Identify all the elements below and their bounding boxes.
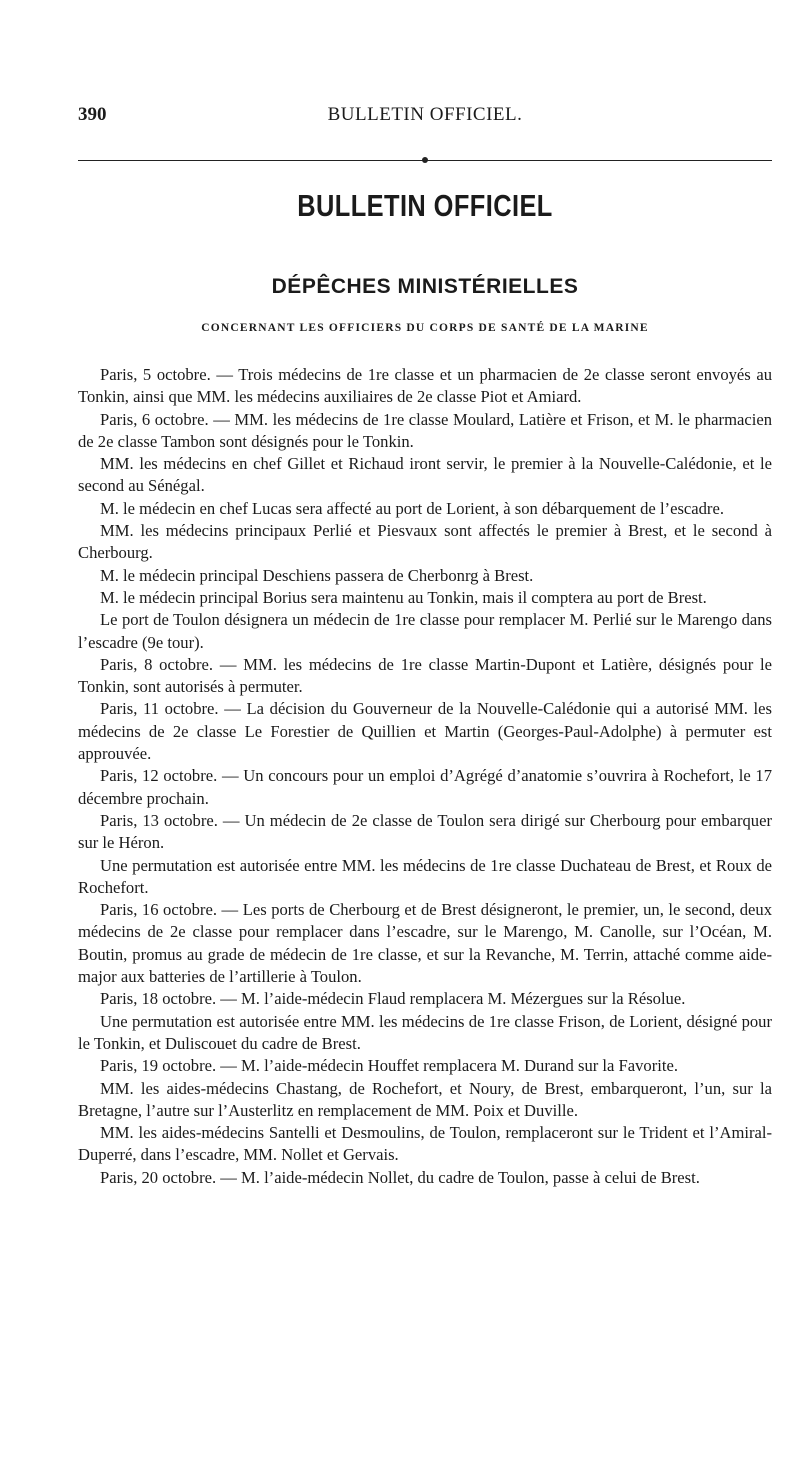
running-header bbox=[78, 104, 772, 128]
paragraph: Paris, 16 octobre. — Les ports de Cherbourg et de Brest désigneront, le premier, un, le second, deux médecins de 2e classe pour remplacer dans l’escadre, sur le Marengo, M. Canolle, sur l’Océan, M. Boutin, promus au grade de médecin de 1re classe, et sur la Revanche, M. Terrin, attaché comme aide-major aux batteries de l’artillerie à Toulon. bbox=[78, 900, 772, 987]
paragraph: MM. les aides-médecins Chastang, de Rochefort, et Noury, de Brest, embarqueront, l’un, sur la Bretagne, l’autre sur l’Austerlitz en remplacement de MM. Poix et Duville. bbox=[78, 1078, 772, 1120]
paragraph: MM. les médecins en chef Gillet et Richaud iront servir, le premier à la Nouvelle-Calédonie, et le second au Sénégal. bbox=[78, 454, 772, 496]
paragraph: Le port de Toulon désignera un médecin de 1re classe pour remplacer M. Perlié sur le Marengo dans l’escadre (9e tour). bbox=[78, 610, 772, 652]
paragraph: Paris, 8 octobre. — MM. les médecins de 1re classe Martin-Dupont et Latière, désignés pour le Tonkin, sont autorisés à permuter. bbox=[78, 654, 772, 697]
section-title: DÉPÊCHES MINISTÉRIELLES bbox=[271, 275, 579, 298]
paragraph: Une permutation est autorisée entre MM. les médecins de 1re classe Duchateau de Brest, et Roux de Rochefort. bbox=[78, 855, 772, 897]
section-subtitle: CONCERNANT LES OFFICIERS DU CORPS DE SANTÉ DE LA MARINE bbox=[201, 322, 649, 334]
paragraph: Paris, 13 octobre. — Un médecin de 2e classe de Toulon sera dirigé sur Cherbourg pour embarquer sur le Héron. bbox=[78, 810, 772, 853]
bulletin-title: BULLETIN OFFICIEL bbox=[297, 188, 553, 223]
page-number: 390 bbox=[78, 104, 107, 125]
paragraph: Paris, 19 octobre. — M. l’aide-médecin Houffet remplacera M. Durand sur la Favorite. bbox=[100, 1056, 678, 1076]
paragraph: Paris, 11 octobre. — La décision du Gouverneur de la Nouvelle-Calédonie qui a autorisé MM. les médecins de 2e classe Le Forestier de Quillien et Martin (Georges-Paul-Adolphe) à permuter est approuvée. bbox=[78, 699, 772, 764]
paragraph: Une permutation est autorisée entre MM. les médecins de 1re classe Frison, de Lorient, désigné pour le Tonkin, et Duliscouet du cadre de Brest. bbox=[78, 1011, 772, 1053]
paragraph: MM. les aides-médecins Santelli et Desmoulins, de Toulon, remplaceront sur le Trident et l’Amiral-Duperré, dans l’escadre, MM. Nollet et Gervais. bbox=[78, 1123, 772, 1165]
paragraph: MM. les médecins principaux Perlié et Piesvaux sont affectés le premier à Brest, et le second à Cherbourg. bbox=[78, 521, 772, 563]
running-title: BULLETIN OFFICIEL. bbox=[327, 104, 523, 125]
paragraph: Paris, 12 octobre. — Un concours pour un emploi d’Agrégé d’anatomie s’ouvrira à Rochefort, le 17 décembre prochain. bbox=[78, 766, 772, 808]
paragraph: Paris, 18 octobre. — M. l’aide-médecin Flaud remplacera M. Mézergues sur la Résolue. bbox=[100, 989, 686, 1009]
rule-dot bbox=[422, 157, 428, 163]
header-rule bbox=[78, 160, 772, 161]
paragraph: M. le médecin principal Deschiens passera de Cherbonrg à Brest. bbox=[100, 565, 534, 585]
paragraph: Paris, 20 octobre. — M. l’aide-médecin Nollet, du cadre de Toulon, passe à celui de Brest. bbox=[100, 1167, 700, 1187]
article-body bbox=[78, 364, 772, 1189]
paragraph: M. le médecin principal Borius sera maintenu au Tonkin, mais il comptera au port de Brest. bbox=[100, 587, 707, 607]
paragraph: Paris, 6 octobre. — MM. les médecins de 1re classe Moulard, Latière et Frison, et M. le pharmacien de 2e classe Tambon sont désignés pour le Tonkin. bbox=[78, 409, 772, 451]
paragraph: Paris, 5 octobre. — Trois médecins de 1re classe et un pharmacien de 2e classe seront envoyés au Tonkin, ainsi que MM. les médecins auxiliaires de 2e classe Piot et Amiard. bbox=[78, 365, 772, 407]
paragraph: M. le médecin en chef Lucas sera affecté au port de Lorient, à son débarquement de l’escadre. bbox=[100, 498, 724, 518]
